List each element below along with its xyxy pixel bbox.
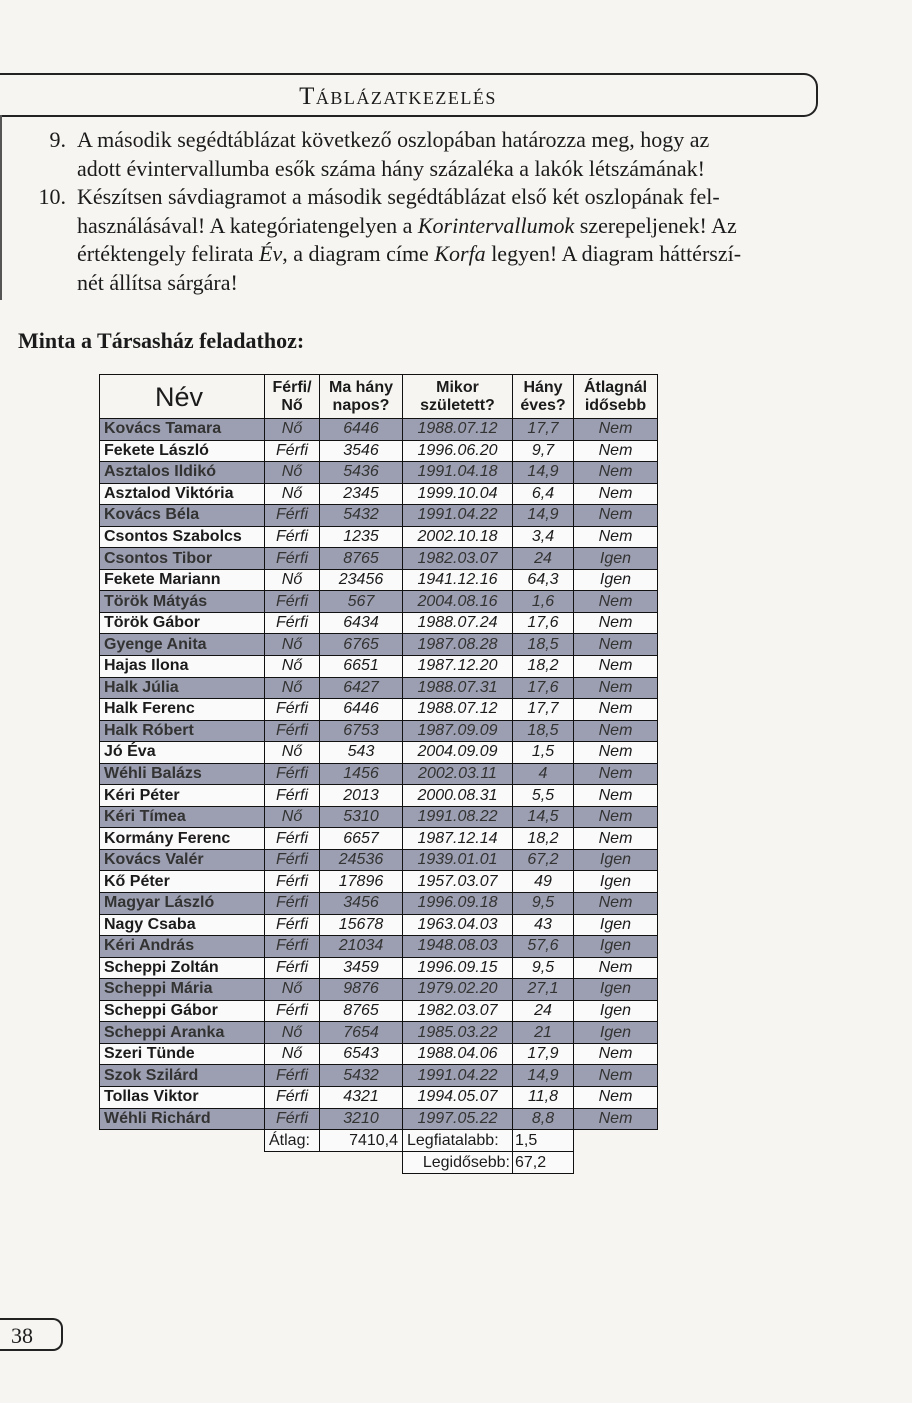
resident-table: [99, 374, 658, 1174]
cell-older: Igen: [574, 936, 658, 958]
table-row: [100, 526, 658, 548]
cell-name: Wéhli Richárd: [100, 1108, 265, 1130]
table-header-row: [100, 375, 658, 419]
cell-born: 1982.03.07: [403, 1000, 513, 1022]
header-name: Név: [100, 375, 265, 419]
cell-born: 2004.09.09: [403, 742, 513, 764]
cell-older: Nem: [574, 526, 658, 548]
cell-older: Nem: [574, 656, 658, 678]
table-row: [100, 505, 658, 527]
table-row: [100, 612, 658, 634]
cell-gender: Nő: [265, 677, 320, 699]
task-text: [77, 126, 827, 183]
table-row: [100, 1000, 658, 1022]
cell-age: 17,6: [513, 677, 574, 699]
table-row: [100, 419, 658, 441]
cell-gender: Nő: [265, 806, 320, 828]
cell-days: 1456: [320, 763, 403, 785]
cell-days: 8765: [320, 1000, 403, 1022]
cell-age: 17,7: [513, 699, 574, 721]
cell-older: Nem: [574, 505, 658, 527]
cell-name: Kovács Tamara: [100, 419, 265, 441]
cell-born: 1948.08.03: [403, 936, 513, 958]
section-title: Minta a Társasház feladathoz:: [18, 328, 305, 353]
cell-name: Csontos Szabolcs: [100, 526, 265, 548]
table-row: [100, 548, 658, 570]
cell-days: 23456: [320, 569, 403, 591]
cell-gender: Férfi: [265, 828, 320, 850]
cell-older: Nem: [574, 785, 658, 807]
cell-name: Kovács Valér: [100, 849, 265, 871]
cell-age: 6,4: [513, 483, 574, 505]
task-line: értéktengely felirata Év, a diagram címe Korfa legyen! A diagram háttérszí-: [77, 241, 742, 266]
cell-older: Igen: [574, 569, 658, 591]
cell-older: Nem: [574, 720, 658, 742]
cell-age: 18,5: [513, 720, 574, 742]
cell-older: Nem: [574, 591, 658, 613]
cell-name: Halk Róbert: [100, 720, 265, 742]
margin-rule: [0, 115, 2, 300]
cell-born: 1979.02.20: [403, 979, 513, 1001]
chapter-title: Táblázatkezelés: [299, 83, 497, 110]
cell-name: Hajas Ilona: [100, 656, 265, 678]
cell-older: Igen: [574, 914, 658, 936]
table-row: [100, 871, 658, 893]
cell-born: 2004.08.16: [403, 591, 513, 613]
cell-gender: Férfi: [265, 957, 320, 979]
table-row: [100, 483, 658, 505]
cell-age: 18,2: [513, 656, 574, 678]
cell-age: 24: [513, 548, 574, 570]
table-row: [100, 936, 658, 958]
cell-older: Nem: [574, 483, 658, 505]
cell-days: 6434: [320, 612, 403, 634]
cell-gender: Férfi: [265, 914, 320, 936]
table-row: [100, 699, 658, 721]
cell-name: Kormány Ferenc: [100, 828, 265, 850]
cell-gender: Férfi: [265, 505, 320, 527]
cell-gender: Nő: [265, 742, 320, 764]
cell-days: 6427: [320, 677, 403, 699]
cell-born: 1991.08.22: [403, 806, 513, 828]
cell-gender: Férfi: [265, 440, 320, 462]
cell-older: Igen: [574, 849, 658, 871]
cell-name: Scheppi Gábor: [100, 1000, 265, 1022]
table-row: [100, 893, 658, 915]
cell-age: 27,1: [513, 979, 574, 1001]
table-row: [100, 849, 658, 871]
cell-days: 6446: [320, 699, 403, 721]
cell-born: 1991.04.22: [403, 505, 513, 527]
cell-name: Fekete Mariann: [100, 569, 265, 591]
cell-name: Scheppi Aranka: [100, 1022, 265, 1044]
table-row: [100, 742, 658, 764]
cell-name: Csontos Tibor: [100, 548, 265, 570]
cell-age: 21: [513, 1022, 574, 1044]
table-row: [100, 720, 658, 742]
cell-older: Nem: [574, 957, 658, 979]
cell-born: 1987.08.28: [403, 634, 513, 656]
table-row: [100, 677, 658, 699]
footer-oldest-row: [100, 1152, 658, 1174]
table-row: [100, 634, 658, 656]
cell-age: 9,7: [513, 440, 574, 462]
cell-gender: Férfi: [265, 591, 320, 613]
cell-name: Szok Szilárd: [100, 1065, 265, 1087]
cell-gender: Férfi: [265, 1086, 320, 1108]
average-value: 7410,4: [320, 1130, 403, 1152]
cell-born: 1994.05.07: [403, 1086, 513, 1108]
cell-gender: Férfi: [265, 763, 320, 785]
cell-name: Kéri Tímea: [100, 806, 265, 828]
cell-older: Nem: [574, 677, 658, 699]
cell-born: 1985.03.22: [403, 1022, 513, 1044]
cell-older: Nem: [574, 634, 658, 656]
cell-gender: Férfi: [265, 699, 320, 721]
cell-days: 5432: [320, 505, 403, 527]
cell-gender: Férfi: [265, 871, 320, 893]
cell-gender: Nő: [265, 483, 320, 505]
cell-gender: Férfi: [265, 526, 320, 548]
cell-days: 567: [320, 591, 403, 613]
chapter-header-box: [0, 73, 818, 117]
task-line: adott évintervallumba esők száma hány százaléka a lakók létszámának!: [77, 155, 705, 181]
cell-born: 1988.07.31: [403, 677, 513, 699]
page-number: 38: [0, 1318, 63, 1351]
cell-born: 1997.05.22: [403, 1108, 513, 1130]
cell-born: 1991.04.18: [403, 462, 513, 484]
cell-born: 1987.12.14: [403, 828, 513, 850]
cell-days: 6753: [320, 720, 403, 742]
cell-age: 14,9: [513, 505, 574, 527]
cell-days: 6446: [320, 419, 403, 441]
cell-age: 64,3: [513, 569, 574, 591]
cell-older: Nem: [574, 612, 658, 634]
cell-age: 17,6: [513, 612, 574, 634]
cell-older: Nem: [574, 1108, 658, 1130]
cell-born: 1996.09.18: [403, 893, 513, 915]
task-line: nét állítsa sárgára!: [77, 269, 238, 295]
cell-gender: Férfi: [265, 1065, 320, 1087]
cell-days: 3210: [320, 1108, 403, 1130]
table-row: [100, 1086, 658, 1108]
cell-days: 21034: [320, 936, 403, 958]
cell-age: 67,2: [513, 849, 574, 871]
cell-gender: Férfi: [265, 936, 320, 958]
table-row: [100, 1065, 658, 1087]
cell-days: 2013: [320, 785, 403, 807]
cell-born: 2000.08.31: [403, 785, 513, 807]
table-row: [100, 979, 658, 1001]
cell-older: Nem: [574, 419, 658, 441]
cell-age: 3,4: [513, 526, 574, 548]
cell-days: 24536: [320, 849, 403, 871]
cell-days: 15678: [320, 914, 403, 936]
cell-age: 24: [513, 1000, 574, 1022]
cell-older: Igen: [574, 1022, 658, 1044]
task-number: 9.: [49, 127, 66, 152]
cell-days: 4321: [320, 1086, 403, 1108]
cell-name: Kéri András: [100, 936, 265, 958]
cell-name: Kéri Péter: [100, 785, 265, 807]
cell-days: 543: [320, 742, 403, 764]
cell-age: 43: [513, 914, 574, 936]
cell-older: Nem: [574, 699, 658, 721]
cell-days: 5310: [320, 806, 403, 828]
table-row: [100, 1108, 658, 1130]
cell-older: Nem: [574, 1086, 658, 1108]
cell-name: Nagy Csaba: [100, 914, 265, 936]
footer-average-row: [100, 1130, 658, 1152]
cell-born: 1988.07.12: [403, 699, 513, 721]
cell-age: 8,8: [513, 1108, 574, 1130]
table-row: [100, 656, 658, 678]
cell-name: Halk Ferenc: [100, 699, 265, 721]
table-row: [100, 440, 658, 462]
youngest-label: Legfiatalabb:: [403, 1130, 513, 1152]
task-line: A második segédtáblázat következő oszlopában határozza meg, hogy az: [77, 127, 710, 152]
cell-born: 1987.12.20: [403, 656, 513, 678]
cell-age: 57,6: [513, 936, 574, 958]
cell-older: Nem: [574, 742, 658, 764]
cell-born: 1988.04.06: [403, 1043, 513, 1065]
cell-born: 1987.09.09: [403, 720, 513, 742]
cell-age: 1,5: [513, 742, 574, 764]
cell-days: 6543: [320, 1043, 403, 1065]
cell-older: Nem: [574, 806, 658, 828]
cell-name: Magyar László: [100, 893, 265, 915]
cell-older: Nem: [574, 1065, 658, 1087]
cell-gender: Férfi: [265, 612, 320, 634]
cell-born: 1999.10.04: [403, 483, 513, 505]
cell-gender: Nő: [265, 1043, 320, 1065]
cell-gender: Nő: [265, 569, 320, 591]
cell-age: 18,2: [513, 828, 574, 850]
cell-age: 9,5: [513, 957, 574, 979]
cell-born: 1996.09.15: [403, 957, 513, 979]
table-row: [100, 569, 658, 591]
cell-age: 17,7: [513, 419, 574, 441]
cell-born: 1988.07.12: [403, 419, 513, 441]
cell-days: 17896: [320, 871, 403, 893]
table-row: [100, 1043, 658, 1065]
cell-days: 9876: [320, 979, 403, 1001]
cell-age: 9,5: [513, 893, 574, 915]
header-born: Mikor született?: [403, 375, 513, 419]
cell-days: 3546: [320, 440, 403, 462]
task-number: 10.: [38, 184, 66, 209]
cell-name: Török Mátyás: [100, 591, 265, 613]
table-row: [100, 828, 658, 850]
header-gender: Férfi/ Nő: [265, 375, 320, 419]
cell-age: 11,8: [513, 1086, 574, 1108]
task-text: [77, 183, 827, 297]
oldest-value: 67,2: [513, 1152, 574, 1174]
cell-name: Török Gábor: [100, 612, 265, 634]
cell-born: 2002.10.18: [403, 526, 513, 548]
cell-name: Jó Éva: [100, 742, 265, 764]
cell-born: 1939.01.01: [403, 849, 513, 871]
cell-days: 3459: [320, 957, 403, 979]
cell-days: 3456: [320, 893, 403, 915]
cell-born: 1991.04.22: [403, 1065, 513, 1087]
header-age: Hány éves?: [513, 375, 574, 419]
task-line: Készítsen sávdiagramot a második segédtáblázat első két oszlopának fel-: [77, 184, 720, 209]
cell-older: Nem: [574, 893, 658, 915]
cell-age: 14,9: [513, 1065, 574, 1087]
table-row: [100, 1022, 658, 1044]
cell-days: 6765: [320, 634, 403, 656]
cell-gender: Nő: [265, 656, 320, 678]
cell-name: Tollas Viktor: [100, 1086, 265, 1108]
cell-older: Nem: [574, 1043, 658, 1065]
cell-days: 7654: [320, 1022, 403, 1044]
cell-name: Halk Júlia: [100, 677, 265, 699]
table-row: [100, 462, 658, 484]
cell-older: Nem: [574, 828, 658, 850]
cell-born: 1982.03.07: [403, 548, 513, 570]
cell-name: Kő Péter: [100, 871, 265, 893]
cell-born: 1957.03.07: [403, 871, 513, 893]
cell-name: Scheppi Zoltán: [100, 957, 265, 979]
average-label: Átlag:: [265, 1130, 320, 1152]
table-row: [100, 763, 658, 785]
header-days: Ma hány napos?: [320, 375, 403, 419]
cell-older: Igen: [574, 871, 658, 893]
cell-days: 1235: [320, 526, 403, 548]
task-line: használásával! A kategóriatengelyen a Korintervallumok szerepeljenek! Az: [77, 212, 737, 238]
cell-days: 2345: [320, 483, 403, 505]
cell-gender: Nő: [265, 634, 320, 656]
cell-older: Igen: [574, 548, 658, 570]
youngest-value: 1,5: [513, 1130, 574, 1152]
cell-born: 1963.04.03: [403, 914, 513, 936]
cell-gender: Férfi: [265, 548, 320, 570]
cell-born: 1996.06.20: [403, 440, 513, 462]
cell-name: Gyenge Anita: [100, 634, 265, 656]
cell-gender: Férfi: [265, 720, 320, 742]
cell-gender: Nő: [265, 419, 320, 441]
cell-gender: Férfi: [265, 893, 320, 915]
cell-age: 17,9: [513, 1043, 574, 1065]
cell-name: Asztalos Ildikó: [100, 462, 265, 484]
cell-days: 6657: [320, 828, 403, 850]
cell-gender: Nő: [265, 462, 320, 484]
cell-older: Nem: [574, 763, 658, 785]
oldest-label: Legidősebb:: [403, 1152, 513, 1174]
table-row: [100, 785, 658, 807]
cell-gender: Nő: [265, 1022, 320, 1044]
cell-name: Kovács Béla: [100, 505, 265, 527]
cell-gender: Férfi: [265, 849, 320, 871]
cell-age: 5,5: [513, 785, 574, 807]
cell-age: 1,6: [513, 591, 574, 613]
table-row: [100, 806, 658, 828]
cell-age: 4: [513, 763, 574, 785]
table-row: [100, 914, 658, 936]
cell-days: 6651: [320, 656, 403, 678]
cell-age: 14,9: [513, 462, 574, 484]
cell-days: 5436: [320, 462, 403, 484]
header-older: Átlagnál idősebb: [574, 375, 658, 419]
cell-name: Fekete László: [100, 440, 265, 462]
cell-gender: Nő: [265, 979, 320, 1001]
cell-name: Szeri Tünde: [100, 1043, 265, 1065]
cell-age: 49: [513, 871, 574, 893]
table-row: [100, 591, 658, 613]
cell-older: Igen: [574, 979, 658, 1001]
cell-older: Igen: [574, 1000, 658, 1022]
cell-gender: Férfi: [265, 785, 320, 807]
cell-age: 14,5: [513, 806, 574, 828]
cell-gender: Férfi: [265, 1000, 320, 1022]
cell-days: 8765: [320, 548, 403, 570]
table-row: [100, 957, 658, 979]
cell-name: Wéhli Balázs: [100, 763, 265, 785]
cell-born: 2002.03.11: [403, 763, 513, 785]
cell-name: Scheppi Mária: [100, 979, 265, 1001]
cell-born: 1941.12.16: [403, 569, 513, 591]
cell-born: 1988.07.24: [403, 612, 513, 634]
cell-older: Nem: [574, 440, 658, 462]
cell-age: 18,5: [513, 634, 574, 656]
cell-name: Asztalod Viktória: [100, 483, 265, 505]
cell-days: 5432: [320, 1065, 403, 1087]
cell-older: Nem: [574, 462, 658, 484]
cell-gender: Férfi: [265, 1108, 320, 1130]
